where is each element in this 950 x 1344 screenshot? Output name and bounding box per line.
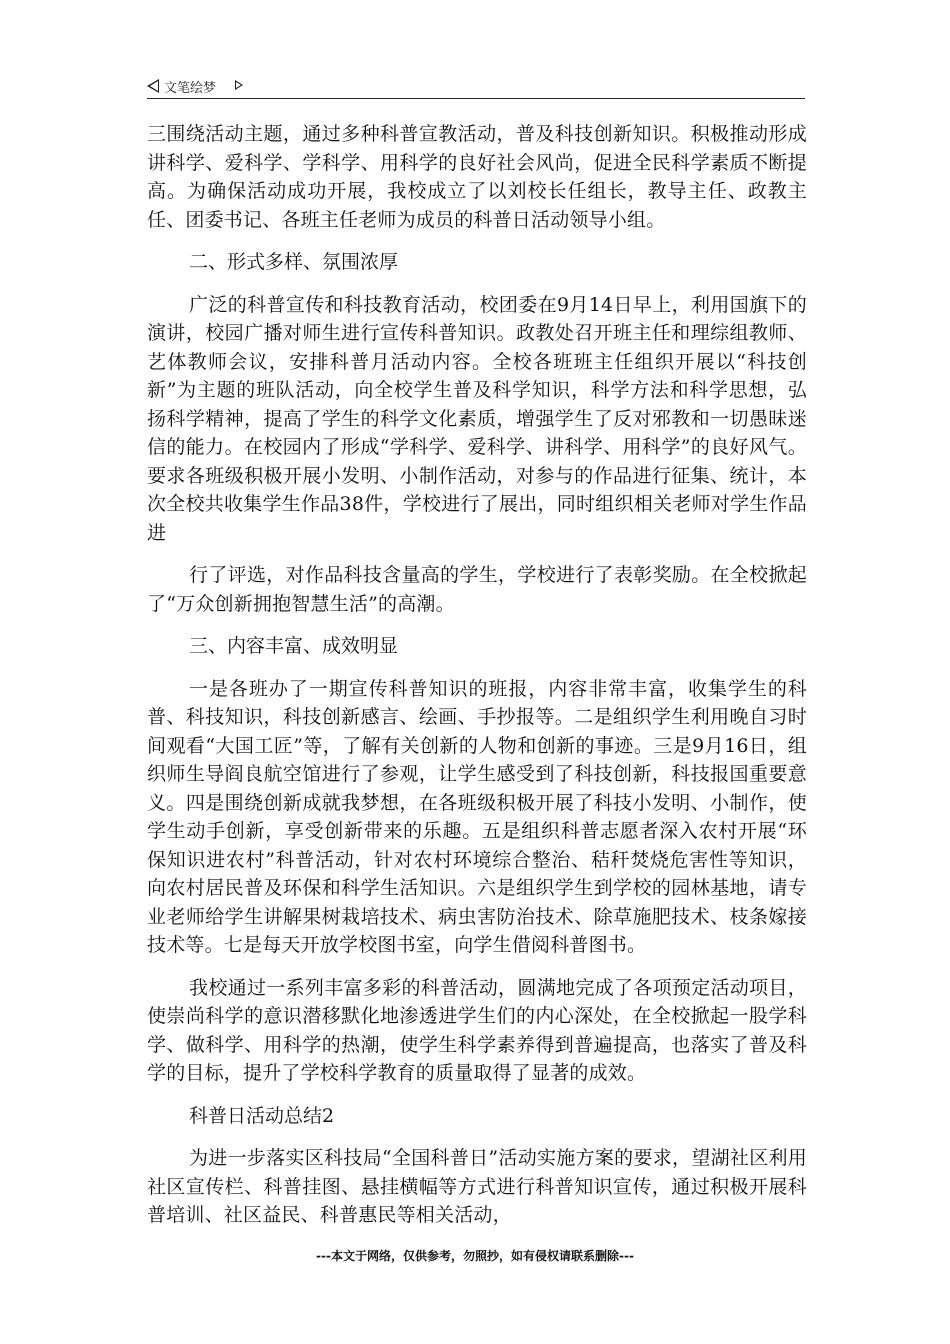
- paragraph-intro-continued: 三围绕活动主题，通过多种科普宣教活动，普及科技创新知识。积极推动形成讲科学、爱科学、学科学、用科学的良好社会风尚，促进全民科学素质不断提高。为确保活动成功开展，我校成立了以刘校长任组长，教导主任、政教主任、团委书记、各班主任老师为成员的科普日活动领导小组。: [147, 123, 807, 231]
- document-subtitle-2: 科普日活动总结2: [189, 1104, 335, 1127]
- section-heading-2: 二、形式多样、氛围浓厚: [189, 251, 399, 273]
- paragraph-section-2-continued: 行了评选，对作品科技含量高的学生，学校进行了表彰奖励。在全校掀起了“万众创新拥抱智慧生活”的高潮。: [147, 564, 807, 615]
- header-brand: 文笔绘梦: [164, 81, 217, 96]
- section-heading-3: 三、内容丰富、成效明显: [189, 635, 399, 657]
- document-body: [147, 120, 807, 1244]
- footer-notice: ---本文于网络，仅供参考，勿照抄，如有侵权请联系删除---: [316, 1249, 634, 1263]
- paragraph-summary-2: 为进一步落实区科技局“全国科普日”活动实施方案的要求，望湖社区利用社区宣传栏、科普挂图、悬挂横幅等方式进行科普知识宣传，通过积极开展科普培训、社区益民、科普惠民等相关活动，: [147, 1147, 807, 1226]
- triangle-left-icon: [147, 79, 159, 93]
- triangle-right-icon: [235, 80, 243, 90]
- page-header: [147, 74, 805, 99]
- paragraph-conclusion: 我校通过一系列丰富多彩的科普活动，圆满地完成了各项预定活动项目，使崇尚科学的意识潜移默化地渗透进学生们的内心深处，在全校掀起一股学科学、做科学、用科学的热潮，使学生科学素养得到普遍提高，也落实了普及科学的目标，提升了学校科学教育的质量取得了显著的成效。: [147, 976, 807, 1084]
- paragraph-section-2: 广泛的科普宣传和科技教育活动，校团委在9月14日早上，利用国旗下的演讲，校园广播对师生进行宣传科普知识。政教处召开班主任和理综组教师、艺体教师会议，安排科普月活动内容。全校各班班主任组织开展以“科技创新”为主题的班队活动，向全校学生普及科学知识，科学方法和科学思想，弘扬科学精神，提高了学生的科学文化素质，增强学生了反对邪教和一切愚昧迷信的能力。在校园内了形成“学科学、爱科学、讲科学、用科学”的良好风气。要求各班级积极开展小发明、小制作活动，对参与的作品进行征集、统计，本次全校共收集学生作品38件，学校进行了展出，同时组织相关老师对学生作品进: [147, 293, 807, 544]
- paragraph-section-3: 一是各班办了一期宣传科普知识的班报，内容非常丰富，收集学生的科普、科技知识，科技创新感言、绘画、手抄报等。二是组织学生利用晚自习时间观看“大国工匠”等，了解有关创新的人物和创新的事迹。三是9月16日，组织师生导阎良航空馆进行了参观，让学生感受到了科技创新，科技报国重要意义。四是围绕创新成就我梦想，在各班级积极开展了科技小发明、小制作，使学生动手创新，享受创新带来的乐趣。五是组织科普志愿者深入农村开展“环保知识进农村”科普活动，针对农村环境综合整治、秸秆焚烧危害性等知识，向农村居民普及环保和科学生活知识。六是组织学生到学校的园林基地，请专业老师给学生讲解果树栽培技术、病虫害防治技术、除草施肥技术、枝条嫁接技术等。七是每天开放学校图书室，向学生借阅科普图书。: [147, 677, 807, 956]
